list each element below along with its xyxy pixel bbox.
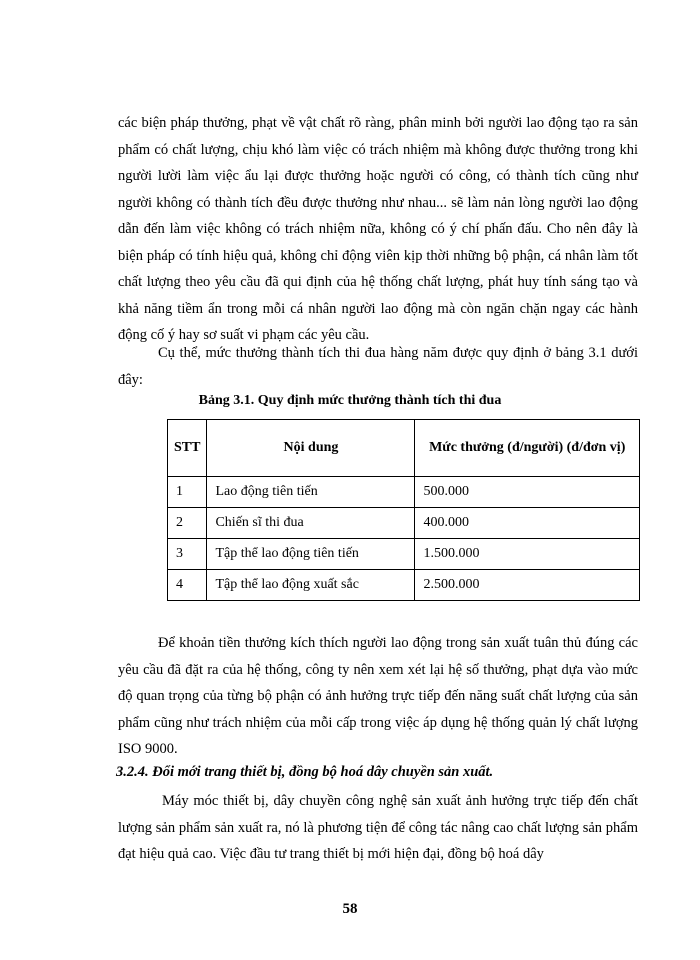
table-row (168, 508, 640, 539)
reward-table (167, 419, 640, 601)
cell-stt: 3 (168, 539, 207, 570)
page-number: 58 (342, 901, 358, 917)
header-reward: Mức thưởng (đ/người) (đ/đơn vị) (415, 420, 640, 477)
cell-reward: 500.000 (415, 477, 640, 508)
cell-stt: 2 (168, 508, 207, 539)
table-row (168, 477, 640, 508)
paragraph-reward-measures: các biện pháp thưởng, phạt về vật chất rõ ràng, phân minh bởi người lao động tạo ra sản phẩm có chất lượng, chịu khó làm việc có trách nhiệm mà không được thưởng trong khi người lười làm việc ẩu lại được thưởng hoặc người có công, có thành tích cũng như người không có thành tích đều được thưởng như nhau... sẽ làm nản lòng người lao động dẫn đến làm việc không có trách nhiệm nữa, không có ý chí phấn đấu. Cho nên đây là biện pháp có tính hiệu quả, không chỉ động viên kịp thời những bộ phận, cá nhân làm tốt chất lượng theo yêu cầu đã qui định của hệ thống chất lượng, phát huy tính sáng tạo và khả năng tiềm ẩn trong mỗi cá nhân người lao động mà còn ngăn chặn ngay các hành động cố ý hay sơ suất vi phạm các yêu cầu. (118, 115, 638, 343)
cell-content: Lao động tiên tiến (207, 477, 415, 508)
table-header-row (168, 420, 640, 477)
paragraph-reward-coefficient: Để khoản tiền thưởng kích thích người lao động trong sản xuất tuân thủ đúng các yêu cầu đã đặt ra của hệ thống, công ty nên xem xét lại hệ số thưởng, phạt dựa vào mức độ quan trọng của từng bộ phận có ảnh hưởng trực tiếp đến năng suất chất lượng của sản phẩm cũng như trách nhiệm của mỗi cấp trong việc áp dụng hệ thống quản lý chất lượng ISO 9000. (118, 635, 638, 757)
cell-reward: 400.000 (415, 508, 640, 539)
cell-reward: 1.500.000 (415, 539, 640, 570)
paragraph-table-intro: Cụ thể, mức thưởng thành tích thi đua hàng năm được quy định ở bảng 3.1 dưới đây: (118, 345, 638, 388)
cell-content: Chiến sĩ thi đua (207, 508, 415, 539)
cell-reward: 2.500.000 (415, 570, 640, 601)
paragraph-equipment: Máy móc thiết bị, dây chuyền công nghệ sản xuất ảnh hưởng trực tiếp đến chất lượng sản phẩm sản xuất ra, nó là phương tiện để công tác nâng cao chất lượng sản phẩm đạt hiệu quả cao. Việc đầu tư trang thiết bị mới hiện đại, đồng bộ hoá dây (118, 793, 638, 862)
table-caption: Bảng 3.1. Quy định mức thưởng thành tích thi đua (198, 393, 502, 408)
section-heading: 3.2.4. Đổi mới trang thiết bị, đồng bộ hoá dây chuyền sản xuất. (116, 764, 494, 780)
table-row (168, 570, 640, 601)
cell-stt: 1 (168, 477, 207, 508)
cell-stt: 4 (168, 570, 207, 601)
header-stt: STT (168, 420, 207, 477)
table-row (168, 539, 640, 570)
header-content: Nội dung (207, 420, 415, 477)
cell-content: Tập thể lao động xuất sắc (207, 570, 415, 601)
cell-content: Tập thể lao động tiên tiến (207, 539, 415, 570)
